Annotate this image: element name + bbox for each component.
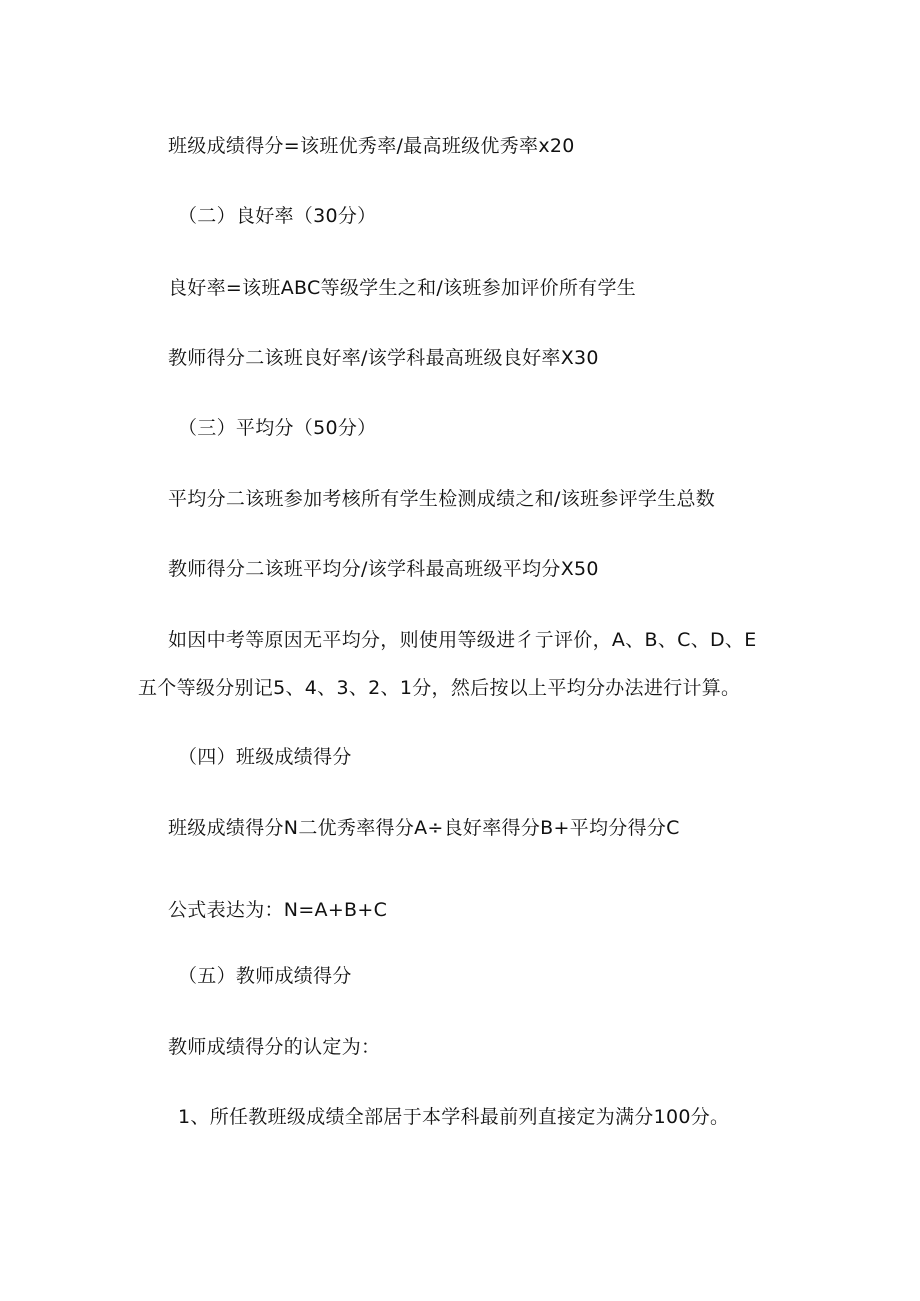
formula-average-score: 平均分二该班参加考核所有学生检测成绩之和/该班参评学生总数 bbox=[168, 488, 716, 510]
formula-teacher-score-good-rate: 教师得分二该班良好率/该学科最高班级良好率X30 bbox=[168, 347, 599, 369]
formula-teacher-score-average: 教师得分二该班平均分/该学科最高班级平均分X50 bbox=[168, 558, 599, 580]
formula-good-rate: 良好率=该班ABC等级学生之和/该班参加评价所有学生 bbox=[168, 277, 637, 299]
formula-class-score-total: 班级成绩得分N二优秀率得分A÷良好率得分B+平均分得分C bbox=[168, 817, 680, 839]
section-heading-average-score: （三）平均分（50分） bbox=[178, 417, 377, 439]
paragraph-teacher-score-criteria: 教师成绩得分的认定为： bbox=[168, 1036, 381, 1058]
section-heading-class-score: （四）班级成绩得分 bbox=[178, 746, 352, 768]
formula-expression: 公式表达为：N=A+B+C bbox=[168, 899, 388, 921]
list-item-criterion-1: 1、所任教班级成绩全部居于本学科最前列直接定为满分100分。 bbox=[178, 1106, 730, 1128]
formula-class-score-excellent: 班级成绩得分=该班优秀率/最高班级优秀率x20 bbox=[168, 135, 575, 157]
section-heading-good-rate: （二）良好率（30分） bbox=[178, 205, 377, 227]
paragraph-grade-evaluation-line1: 如因中考等原因无平均分，则使用等级进彳亍评价，A、B、C、D、E bbox=[168, 629, 757, 651]
paragraph-grade-evaluation-line2: 五个等级分别记5、4、3、2、1分，然后按以上平均分办法进行计算。 bbox=[138, 677, 741, 699]
section-heading-teacher-score: （五）教师成绩得分 bbox=[178, 965, 352, 987]
